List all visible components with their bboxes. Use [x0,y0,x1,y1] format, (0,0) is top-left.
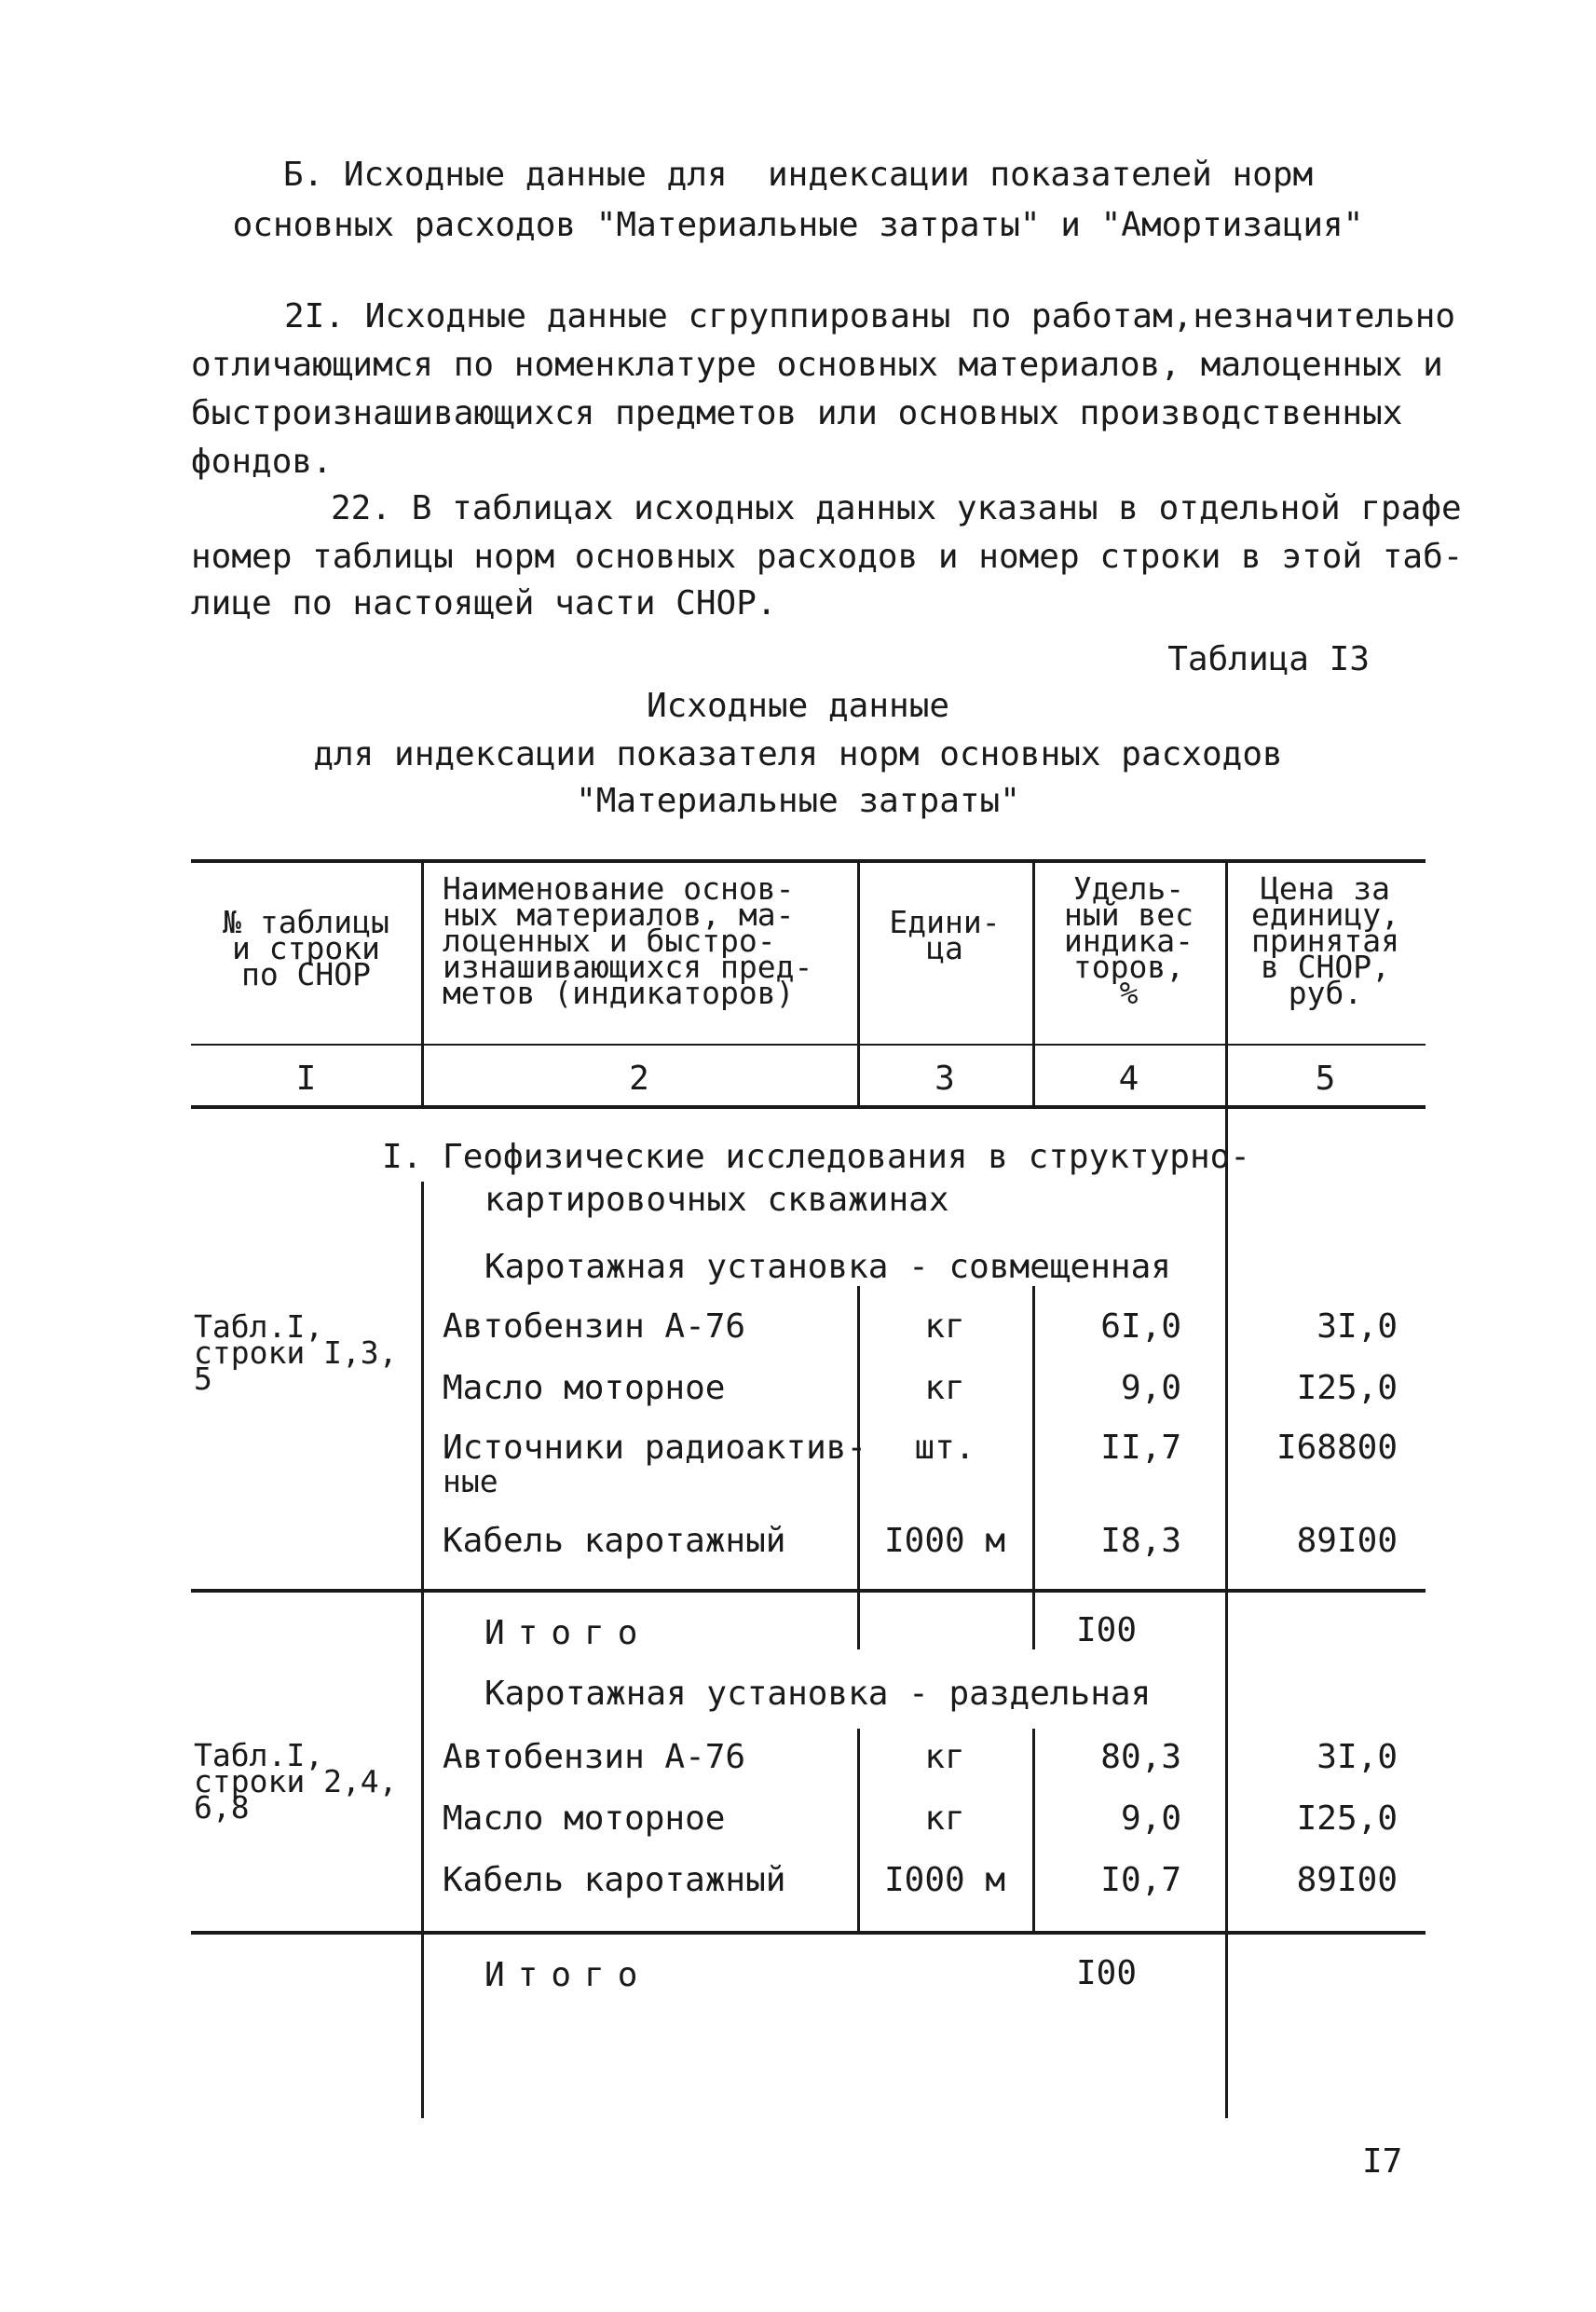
table-caption-line1: Исходные данные [646,687,950,725]
group2-ref-line2: строки 2,4, [194,1763,398,1799]
table-caption-line2: для индексации показателя норм основных расходов [313,735,1283,773]
group2-ref-line1: Табл.I, [194,1737,324,1773]
header-col4-line4: торов, [1072,949,1185,985]
group2-total-label: Итого [484,1956,651,1994]
section-title-line1: Б. Исходные данные для индексации показателей норм [282,156,1314,194]
para21-line2: отличающимся по номенклатуре основных материалов, малоценных и [191,346,1443,384]
row-price: 89I00 [1296,1861,1398,1899]
header-col1-line2: и строки [232,930,380,966]
header-col2-line4: изнашивающихся пред- [443,949,813,985]
table-label: Таблица I3 [1167,640,1370,678]
col-number-2: 2 [629,1060,649,1098]
para21-line3: быстроизнашивающихся предметов или основных производственных [191,394,1403,432]
col-number-3: 3 [934,1060,955,1098]
row-name: Автобензин А-76 [443,1738,746,1776]
header-col4-line3: индика- [1063,923,1194,959]
header-col2-line2: ных материалов, ма- [443,896,795,933]
row-price: I68800 [1275,1429,1398,1467]
col-number-1: I [295,1060,317,1098]
header-col3-line2: ца [926,930,963,966]
row-weight: 80,3 [1100,1738,1181,1776]
row-price: 89I00 [1296,1522,1398,1560]
header-col5-line4: в СНОР, [1260,949,1391,985]
col-number-5: 5 [1315,1060,1336,1098]
para22-line3: лице по настоящей части СНОР. [191,584,777,622]
col-number-4: 4 [1118,1060,1139,1098]
group2-bottom-rule [191,1931,1425,1935]
row-name-cont: ные [443,1463,498,1499]
header-col5-line3: принятая [1251,923,1399,959]
row-price: 3I,0 [1316,1307,1398,1346]
para21-line4: фондов. [191,443,333,481]
section1-title-line1: I. Геофизические исследования в структурно- [382,1138,1250,1176]
header-col1-line3: по СНОР [240,956,372,992]
group1-subtitle: Каротажная установка - совмещенная [484,1248,1171,1286]
row-weight: II,7 [1100,1429,1181,1467]
row-name: Автобензин А-76 [443,1307,746,1346]
group1-ref-line1: Табл.I, [194,1308,324,1345]
header-bottom-rule [191,1044,1425,1046]
header-col4-line1: Удель- [1072,870,1185,907]
header-col3-line1: Едини- [889,904,1001,940]
section1-title-line2: картировочных скважинах [484,1181,949,1219]
table-caption-line3: "Материальные затраты" [576,782,1020,820]
row-name: Масло моторное [443,1369,726,1407]
col-sep-1-body [421,1182,424,2118]
row-weight: 6I,0 [1100,1307,1181,1346]
para21-line1: 2I. Исходные данные сгруппированы по работам,незначительно [284,297,1456,335]
row-name: Кабель каротажный [443,1522,786,1560]
group1-total-value: I00 [1076,1611,1138,1649]
row-price: I25,0 [1296,1369,1398,1407]
header-col1-line1: № таблицы [223,904,389,940]
header-col5-line5: руб. [1288,975,1363,1011]
row-name: Кабель каротажный [443,1861,786,1899]
row-weight: I0,7 [1100,1861,1181,1899]
row-price: I25,0 [1296,1799,1398,1838]
page-number: I7 [1362,2142,1403,2181]
row-unit: кг [924,1738,965,1776]
header-col2-line5: метов (индикаторов) [443,975,795,1011]
row-weight: 9,0 [1120,1369,1181,1407]
header-col5-line2: единицу, [1251,896,1399,933]
section-title-line2: основных расходов "Материальные затраты" и "Амортизация" [232,206,1364,244]
group1-total-label: Итого [484,1614,651,1652]
row-unit: кг [924,1307,965,1346]
group2-ref-line3: 6,8 [194,1789,250,1826]
row-price: 3I,0 [1316,1738,1398,1776]
numbers-bottom-rule [191,1105,1425,1109]
row-weight: 9,0 [1120,1799,1181,1838]
header-col5-line1: Цена за [1260,870,1391,907]
para22-line1: 22. В таблицах исходных данных указаны в отдельной графе [331,489,1462,527]
header-col2-line3: лоценных и быстро- [443,923,776,959]
header-col4-line5: % [1119,975,1139,1011]
group1-bottom-rule [191,1589,1425,1593]
para22-line2: номер таблицы норм основных расходов и номер строки в этой таб- [191,538,1464,576]
row-unit: I000 м [883,1522,1006,1560]
header-col2-line1: Наименование основ- [443,870,795,907]
row-weight: I8,3 [1100,1522,1181,1560]
row-unit: кг [924,1369,965,1407]
group2-subtitle: Каротажная установка - раздельная [484,1675,1152,1713]
row-unit: I000 м [883,1861,1006,1899]
group1-ref-line2: строки I,3, [194,1334,398,1371]
row-unit: кг [924,1799,965,1838]
col-sep-4-body [1225,1107,1228,2118]
group1-ref-line3: 5 [194,1361,212,1397]
row-name: Масло моторное [443,1799,726,1838]
row-unit: шт. [914,1429,975,1467]
table-top-rule [191,859,1425,863]
header-col4-line2: ный вес [1063,896,1194,933]
group2-total-value: I00 [1076,1954,1138,1992]
row-name: Источники радиоактив- [443,1429,867,1467]
